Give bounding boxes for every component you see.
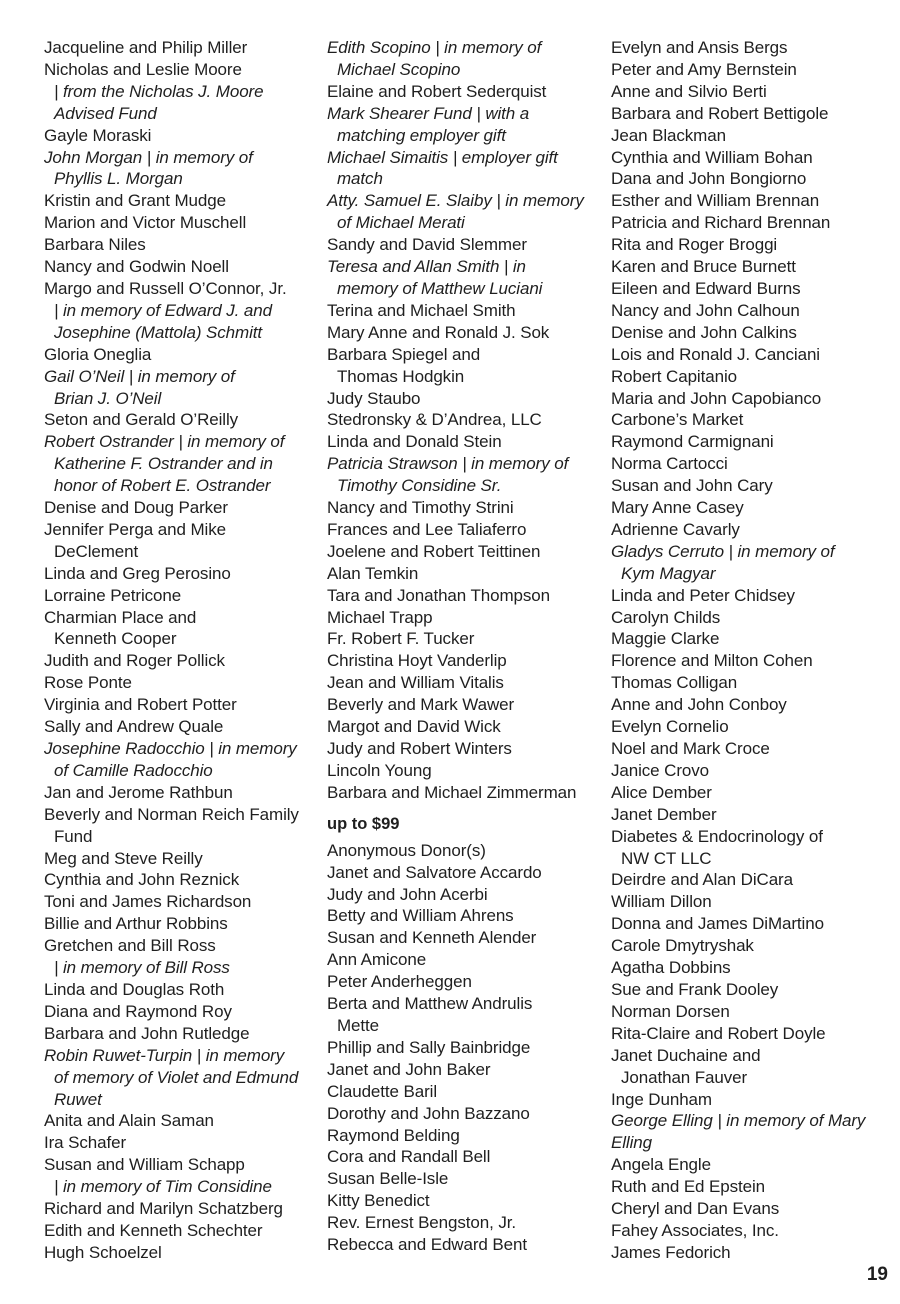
section-heading: up to $99 xyxy=(327,814,400,833)
donor-entry: Evelyn Cornelio xyxy=(611,717,729,737)
donor-column-2 xyxy=(327,37,597,1256)
donor-entry: Jan and Jerome Rathbun xyxy=(44,782,233,802)
donor-entry-continuation: Kym Magyar xyxy=(621,563,716,583)
donor-entry xyxy=(44,738,314,760)
donor-entry: Judy Staubo xyxy=(327,388,421,408)
donor-entry: Edith and Kenneth Schechter xyxy=(44,1220,263,1240)
donor-entry xyxy=(327,37,597,59)
donor-entry: Carbone’s Market xyxy=(611,410,744,430)
donor-entry xyxy=(44,431,314,453)
donor-entry-continuation: NW CT LLC xyxy=(621,848,712,868)
donor-name: Michael Simaitis | xyxy=(327,147,462,167)
donor-entry-continuation: Kenneth Cooper xyxy=(54,629,177,649)
donor-entry: Charmian Place and xyxy=(44,607,197,627)
donor-entry: Donna and James DiMartino xyxy=(611,914,824,934)
donor-entry: Christina Hoyt Vanderlip xyxy=(327,651,507,671)
donor-entry: Nancy and Godwin Noell xyxy=(44,257,229,277)
donor-entry-continuation: Brian J. O’Neil xyxy=(54,388,162,408)
donor-entry: Barbara and Michael Zimmerman xyxy=(327,782,577,802)
donor-entry: Raymond Belding xyxy=(327,1125,460,1145)
donor-entry: Cheryl and Dan Evans xyxy=(611,1199,780,1219)
donor-entry: Angela Engle xyxy=(611,1155,711,1175)
donor-entry: Esther and William Brennan xyxy=(611,191,820,211)
donor-entry: Rose Ponte xyxy=(44,673,132,693)
donor-entry: Sally and Andrew Quale xyxy=(44,717,224,737)
donor-entry: Janet Dember xyxy=(611,804,717,824)
donor-entry: Alan Temkin xyxy=(327,563,419,583)
donor-entry: Rebecca and Edward Bent xyxy=(327,1235,527,1255)
donor-entry: Anne and Silvio Berti xyxy=(611,81,767,101)
donor-entry-continuation: Ruwet xyxy=(54,1089,102,1109)
dedication-note: in memory of Mary xyxy=(726,1111,866,1131)
dedication-note: in memory of xyxy=(444,38,542,57)
donor-entry: Norman Dorsen xyxy=(611,1001,730,1021)
donor-entry xyxy=(611,541,881,563)
donor-entry: Eileen and Edward Burns xyxy=(611,278,801,298)
donor-entry-continuation: of Camille Radocchio xyxy=(54,760,213,780)
donor-entry: Margot and David Wick xyxy=(327,717,501,737)
dedication-note: with a xyxy=(485,103,530,123)
donor-entry: Barbara Spiegel and xyxy=(327,344,481,364)
donor-entry: Rev. Ernest Bengston, Jr. xyxy=(327,1213,516,1233)
donor-name: Mark Shearer Fund | xyxy=(327,103,486,123)
donor-entry-continuation: | in memory of Bill Ross xyxy=(54,958,230,978)
donor-entry: Mary Anne and Ronald J. Sok xyxy=(327,322,550,342)
donor-name: Robin Ruwet-Turpin | xyxy=(44,1045,206,1065)
donor-entry: Patricia and Richard Brennan xyxy=(611,213,831,233)
donor-entry: Cynthia and John Reznick xyxy=(44,870,240,890)
donor-column-3 xyxy=(611,37,881,1264)
donor-entry: Jacqueline and Philip Miller xyxy=(44,38,248,57)
donor-entry-continuation: of memory of Violet and Edmund xyxy=(54,1067,299,1087)
donor-name: Atty. Samuel E. Slaiby | xyxy=(327,191,506,211)
donor-entry-continuation: Katherine F. Ostrander and in xyxy=(54,454,273,474)
donor-entry: Barbara Niles xyxy=(44,235,146,255)
donor-entry: Linda and Peter Chidsey xyxy=(611,585,795,605)
donor-entry: Linda and Douglas Roth xyxy=(44,979,225,999)
donor-entry: Diabetes & Endocrinology of xyxy=(611,826,823,846)
donor-entry xyxy=(327,103,597,125)
donor-entry: Toni and James Richardson xyxy=(44,892,252,912)
donor-name: Edith Scopino | xyxy=(327,38,445,57)
donor-entry-continuation: | in memory of Tim Considine xyxy=(54,1177,272,1197)
donor-entry xyxy=(44,1045,314,1067)
dedication-note: in memory of xyxy=(471,454,569,474)
donor-entry: Norma Cartocci xyxy=(611,454,728,474)
donor-entry: Janet and Salvatore Accardo xyxy=(327,862,542,882)
donor-entry: Judy and John Acerbi xyxy=(327,884,488,904)
donor-entry: Cora and Randall Bell xyxy=(327,1147,491,1167)
donor-entry: Stedronsky & D’Andrea, LLC xyxy=(327,410,542,430)
donor-name: Robert Ostrander | xyxy=(44,432,188,452)
donor-entry-continuation: memory of Matthew Luciani xyxy=(337,278,543,298)
donor-entry: Margo and Russell O’Connor, Jr. xyxy=(44,278,287,298)
donor-entry: Fahey Associates, Inc. xyxy=(611,1220,779,1240)
donor-entry: Nancy and John Calhoun xyxy=(611,300,800,320)
donor-entry: Gayle Moraski xyxy=(44,125,152,145)
donor-name: Gail O’Neil | xyxy=(44,366,138,386)
donor-entry: Virginia and Robert Potter xyxy=(44,695,237,715)
donor-entry: Denise and John Calkins xyxy=(611,322,797,342)
dedication-note: in memory xyxy=(505,191,584,211)
donor-entry-continuation: Jonathan Fauver xyxy=(621,1067,748,1087)
donor-entry: Michael Trapp xyxy=(327,607,433,627)
donor-entry-continuation: Phyllis L. Morgan xyxy=(54,169,183,189)
donor-entry: Carolyn Childs xyxy=(611,607,721,627)
donor-entry: Richard and Marilyn Schatzberg xyxy=(44,1199,283,1219)
donor-entry: Janet Duchaine and xyxy=(611,1045,761,1065)
dedication-note: in memory of xyxy=(187,432,285,452)
donor-entry: Thomas Colligan xyxy=(611,673,738,693)
donor-entry: Nicholas and Leslie Moore xyxy=(44,59,242,79)
donor-entry: William Dillon xyxy=(611,892,712,912)
donor-entry xyxy=(44,366,314,388)
donor-entry: Barbara and Robert Bettigole xyxy=(611,103,829,123)
donor-entry-continuation: | in memory of Edward J. and xyxy=(54,300,272,320)
donor-entry xyxy=(611,1110,881,1132)
donor-entry-continuation: | from the Nicholas J. Moore xyxy=(54,81,264,101)
donor-entry: Barbara and John Rutledge xyxy=(44,1023,250,1043)
donor-entry-continuation: Timothy Considine Sr. xyxy=(337,476,502,496)
page-number: 19 xyxy=(866,1264,888,1285)
donor-entry: Frances and Lee Taliaferro xyxy=(327,519,527,539)
dedication-note: in memory of xyxy=(737,541,835,561)
donor-entry: Evelyn and Ansis Bergs xyxy=(611,38,788,57)
donor-entry: Lincoln Young xyxy=(327,760,432,780)
donor-entry: Maggie Clarke xyxy=(611,629,720,649)
donor-entry: Ruth and Ed Epstein xyxy=(611,1177,766,1197)
donor-entry: Anne and John Conboy xyxy=(611,695,787,715)
donor-entry: Peter and Amy Bernstein xyxy=(611,59,797,79)
donor-entry: Alice Dember xyxy=(611,782,712,802)
donor-entry-continuation: DeClement xyxy=(54,541,139,561)
donor-list-page xyxy=(44,37,884,1277)
donor-entry: Gretchen and Bill Ross xyxy=(44,936,216,956)
donor-entry: Carole Dmytryshak xyxy=(611,936,754,956)
donor-entry-continuation: Fund xyxy=(54,826,93,846)
donor-entry: Linda and Donald Stein xyxy=(327,432,502,452)
donor-entry: Judith and Roger Pollick xyxy=(44,651,225,671)
donor-entry: Susan and John Cary xyxy=(611,476,773,496)
donor-entry: Lois and Ronald J. Canciani xyxy=(611,344,820,364)
donor-entry: Billie and Arthur Robbins xyxy=(44,914,228,934)
donor-entry-continuation: Advised Fund xyxy=(54,103,157,123)
donor-entry: Kristin and Grant Mudge xyxy=(44,191,226,211)
donor-entry: Claudette Baril xyxy=(327,1081,438,1101)
donor-entry: Elaine and Robert Sederquist xyxy=(327,81,547,101)
donor-entry xyxy=(327,190,597,212)
donor-entry: Adrienne Cavarly xyxy=(611,519,740,539)
donor-entry: Linda and Greg Perosino xyxy=(44,563,231,583)
dedication-note: in xyxy=(512,257,526,277)
donor-entry: Raymond Carmignani xyxy=(611,432,774,452)
donor-entry: Nancy and Timothy Strini xyxy=(327,498,514,518)
donor-entry: Dana and John Bongiorno xyxy=(611,169,807,189)
donor-entry: Susan and William Schapp xyxy=(44,1155,245,1175)
donor-entry: Betty and William Ahrens xyxy=(327,906,514,926)
donor-entry: Rita-Claire and Robert Doyle xyxy=(611,1023,826,1043)
donor-entry: Susan Belle-Isle xyxy=(327,1169,449,1189)
donor-entry: Ann Amicone xyxy=(327,950,427,970)
donor-entry: Diana and Raymond Roy xyxy=(44,1001,232,1021)
donor-entry: Lorraine Petricone xyxy=(44,585,182,605)
donor-entry: Peter Anderheggen xyxy=(327,972,472,992)
donor-entry: Seton and Gerald O’Reilly xyxy=(44,410,239,430)
donor-entry-continuation: Josephine (Mattola) Schmitt xyxy=(54,322,262,342)
donor-entry: Joelene and Robert Teittinen xyxy=(327,541,541,561)
dedication-note: in memory xyxy=(205,1045,285,1065)
donor-entry: Denise and Doug Parker xyxy=(44,498,228,518)
donor-entry: Beverly and Norman Reich Family xyxy=(44,804,299,824)
dedication-note: in memory of xyxy=(137,366,235,386)
donor-entry-continuation: match xyxy=(337,169,383,189)
donor-entry: Gloria Oneglia xyxy=(44,344,152,364)
donor-entry: Dorothy and John Bazzano xyxy=(327,1103,530,1123)
donor-entry: Hugh Schoelzel xyxy=(44,1242,162,1262)
donor-entry-continuation: matching employer gift xyxy=(337,125,506,145)
donor-column-1 xyxy=(44,37,314,1264)
donor-entry: Florence and Milton Cohen xyxy=(611,651,813,671)
donor-entry: Elling xyxy=(611,1133,652,1153)
donor-entry xyxy=(44,147,314,169)
donor-name: Josephine Radocchio | xyxy=(44,739,219,758)
dedication-note: in memory of xyxy=(155,147,253,167)
donor-entry: Rita and Roger Broggi xyxy=(611,235,778,255)
donor-entry: Phillip and Sally Bainbridge xyxy=(327,1037,531,1057)
donor-name: Teresa and Allan Smith | xyxy=(327,257,513,277)
donor-entry: Deirdre and Alan DiCara xyxy=(611,870,793,890)
donor-entry: Noel and Mark Croce xyxy=(611,739,770,758)
donor-entry: Marion and Victor Muschell xyxy=(44,213,247,233)
donor-name: Patricia Strawson | xyxy=(327,454,472,474)
donor-entry-continuation: Mette xyxy=(337,1015,380,1035)
donor-entry: Mary Anne Casey xyxy=(611,498,744,518)
donor-entry: Jennifer Perga and Mike xyxy=(44,519,226,539)
donor-entry-continuation: of Michael Merati xyxy=(337,213,465,233)
donor-name: George Elling | xyxy=(611,1111,727,1131)
donor-entry: Janet and John Baker xyxy=(327,1059,491,1079)
donor-entry: Karen and Bruce Burnett xyxy=(611,257,796,277)
donor-entry: Cynthia and William Bohan xyxy=(611,147,813,167)
donor-entry: Terina and Michael Smith xyxy=(327,300,516,320)
donor-entry: Susan and Kenneth Alender xyxy=(327,928,537,948)
donor-entry: Jean Blackman xyxy=(611,125,726,145)
donor-entry xyxy=(327,453,597,475)
donor-entry: Kitty Benedict xyxy=(327,1191,430,1211)
donor-entry xyxy=(327,147,597,169)
donor-entry: Berta and Matthew Andrulis xyxy=(327,994,533,1014)
donor-entry: Fr. Robert F. Tucker xyxy=(327,629,475,649)
donor-entry: Sue and Frank Dooley xyxy=(611,979,779,999)
dedication-note: employer gift xyxy=(461,147,558,167)
donor-entry: James Fedorich xyxy=(611,1242,731,1262)
donor-entry: Inge Dunham xyxy=(611,1089,712,1109)
donor-entry: Beverly and Mark Wawer xyxy=(327,695,515,715)
donor-entry xyxy=(327,256,597,278)
donor-entry: Judy and Robert Winters xyxy=(327,739,512,758)
donor-entry: Maria and John Capobianco xyxy=(611,388,822,408)
donor-entry: Jean and William Vitalis xyxy=(327,673,504,693)
donor-entry-continuation: Thomas Hodgkin xyxy=(337,366,465,386)
donor-entry-continuation: Michael Scopino xyxy=(337,59,461,79)
donor-entry: Agatha Dobbins xyxy=(611,958,731,978)
donor-entry: Tara and Jonathan Thompson xyxy=(327,585,550,605)
donor-name: Gladys Cerruto | xyxy=(611,541,738,561)
donor-entry: Ira Schafer xyxy=(44,1133,127,1153)
donor-entry: Anita and Alain Saman xyxy=(44,1111,214,1131)
dedication-note: in memory xyxy=(218,739,297,758)
donor-entry: Meg and Steve Reilly xyxy=(44,848,203,868)
donor-entry: Anonymous Donor(s) xyxy=(327,840,486,860)
donor-entry: Sandy and David Slemmer xyxy=(327,235,527,255)
donor-entry: Robert Capitanio xyxy=(611,366,737,386)
donor-entry-continuation: honor of Robert E. Ostrander xyxy=(54,476,271,496)
donor-entry: Janice Crovo xyxy=(611,760,710,780)
donor-name: John Morgan | xyxy=(44,147,156,167)
